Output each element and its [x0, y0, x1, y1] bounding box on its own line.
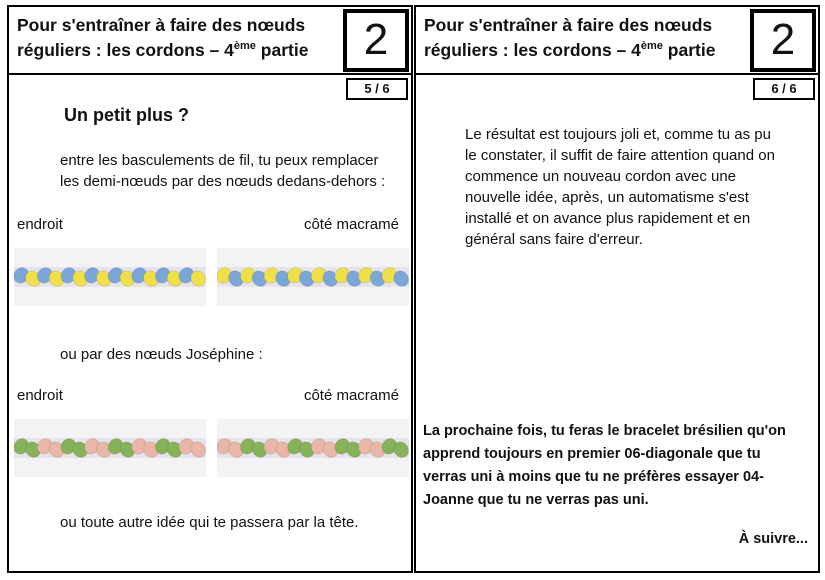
- title-line-2: réguliers : les cordons – 4: [424, 40, 641, 60]
- label-back-2: côté macramé: [303, 387, 399, 404]
- cord-photo-inside-out-front: [14, 248, 206, 306]
- next-time-line-2: apprend toujours en premier 06-diagonale que tu: [423, 446, 761, 462]
- level-number-box: 2: [343, 9, 409, 72]
- title-line-1: Pour s'entraîner à faire des nœuds: [424, 15, 713, 35]
- card-page-5: [7, 5, 413, 573]
- paragraph-line-4: nouvelle idée, après, un automatisme s'est: [465, 189, 749, 206]
- intro-line-2: les demi-nœuds par des nœuds dedans-dehors :: [60, 173, 386, 190]
- title-line-1: Pour s'entraîner à faire des nœuds: [17, 15, 306, 35]
- label-front-1: endroit: [17, 216, 63, 233]
- cord-photo-josephine-back: [217, 419, 409, 477]
- middle-text: ou par des nœuds Joséphine :: [60, 346, 263, 363]
- label-front-2: endroit: [17, 387, 63, 404]
- paragraph-line-6: général sans faire d'erreur.: [465, 231, 643, 248]
- card-page-6: [414, 5, 820, 573]
- title-line-2: réguliers : les cordons – 4: [17, 40, 234, 60]
- card-header: [9, 7, 411, 75]
- title-superscript: ème: [233, 40, 256, 52]
- next-time-line-4: Joanne que tu ne verras pas uni.: [423, 492, 649, 508]
- page-number-badge: 5 / 6: [346, 78, 408, 100]
- title-suffix: partie: [255, 40, 309, 60]
- cord-green-pink-back: [217, 419, 409, 477]
- card-header: [416, 7, 818, 75]
- paragraph-line-5: installé et on avance plus rapidement et en: [465, 210, 751, 227]
- title-superscript: ème: [640, 40, 663, 52]
- cord-blue-yellow-front: [14, 248, 206, 306]
- next-time-line-3: verras uni à moins que tu ne préfères essayer 04-: [423, 469, 764, 485]
- intro-line-1: entre les basculements de fil, tu peux remplacer: [60, 152, 379, 169]
- title-suffix: partie: [662, 40, 716, 60]
- next-time-line-1: La prochaine fois, tu feras le bracelet brésilien qu'on: [423, 423, 786, 439]
- paragraph-line-2: le constater, il suffit de faire attention quand on: [465, 147, 775, 164]
- header-title: [17, 13, 347, 63]
- to-be-continued: À suivre...: [738, 531, 808, 547]
- level-number-box: 2: [750, 9, 816, 72]
- cord-photo-josephine-front: [14, 419, 206, 477]
- header-title: [424, 13, 754, 63]
- paragraph-line-3: commence un nouveau cordon avec une: [465, 168, 737, 185]
- cord-photo-inside-out-back: [217, 248, 409, 306]
- label-back-1: côté macramé: [303, 216, 399, 233]
- cord-green-pink-front: [14, 419, 206, 477]
- section-heading: Un petit plus ?: [64, 105, 189, 125]
- closing-text: ou toute autre idée qui te passera par la tête.: [60, 514, 359, 531]
- cord-blue-yellow-back: [217, 248, 409, 306]
- page-number-badge: 6 / 6: [753, 78, 815, 100]
- paragraph-line-1: Le résultat est toujours joli et, comme tu as pu: [465, 126, 771, 143]
